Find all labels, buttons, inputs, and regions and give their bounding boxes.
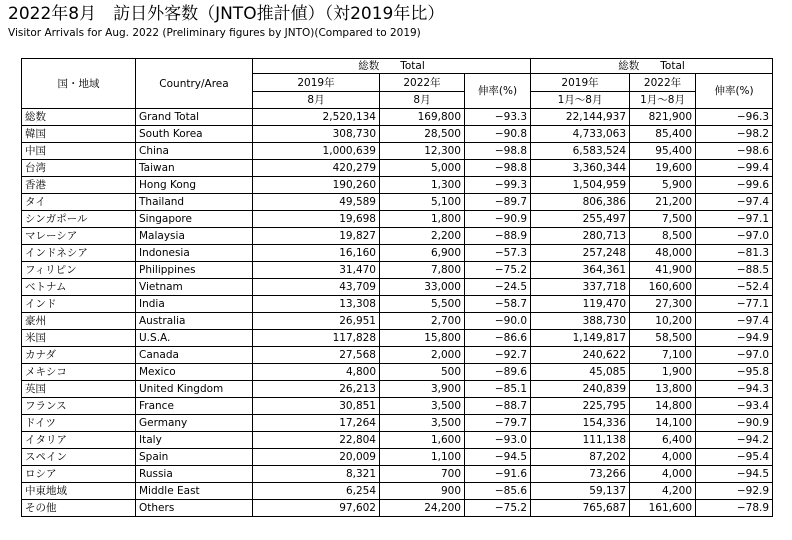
cell-region-jp: 中東地域 [22, 483, 136, 500]
cell-jan-aug-2022: 4,200 [630, 483, 696, 500]
header-2022-cumulative-sub: 1月～8月 [630, 92, 696, 109]
cell-aug-2022: 1,600 [380, 432, 465, 449]
cell-aug-2022: 2,000 [380, 347, 465, 364]
cell-jan-aug-2019: 1,149,817 [531, 330, 630, 347]
cell-jan-aug-growth: −93.4 [696, 398, 773, 415]
cell-jan-aug-2022: 13,800 [630, 381, 696, 398]
cell-region-jp: 香港 [22, 177, 136, 194]
cell-jan-aug-2019: 240,622 [531, 347, 630, 364]
cell-region-jp: イタリア [22, 432, 136, 449]
cell-aug-2019: 97,602 [253, 500, 380, 517]
cell-country-en: Canada [136, 347, 253, 364]
cell-aug-2019: 16,160 [253, 245, 380, 262]
header-growth-monthly: 伸率(%) [465, 74, 531, 109]
cell-aug-2022: 15,800 [380, 330, 465, 347]
cell-jan-aug-2019: 806,386 [531, 194, 630, 211]
cell-jan-aug-2022: 821,900 [630, 109, 696, 126]
cell-aug-growth: −90.9 [465, 211, 531, 228]
cell-aug-2019: 22,804 [253, 432, 380, 449]
cell-jan-aug-growth: −97.0 [696, 228, 773, 245]
cell-jan-aug-2019: 255,497 [531, 211, 630, 228]
cell-jan-aug-2022: 95,400 [630, 143, 696, 160]
cell-aug-growth: −86.6 [465, 330, 531, 347]
cell-aug-2022: 24,200 [380, 500, 465, 517]
cell-aug-2022: 6,900 [380, 245, 465, 262]
cell-jan-aug-2019: 73,266 [531, 466, 630, 483]
cell-jan-aug-2019: 364,361 [531, 262, 630, 279]
cell-country-en: China [136, 143, 253, 160]
table-row [22, 177, 773, 194]
cell-jan-aug-growth: −98.6 [696, 143, 773, 160]
table-row [22, 245, 773, 262]
cell-region-jp: タイ [22, 194, 136, 211]
cell-aug-2019: 4,800 [253, 364, 380, 381]
cell-aug-2019: 43,709 [253, 279, 380, 296]
cell-aug-2019: 6,254 [253, 483, 380, 500]
cell-region-jp: 台湾 [22, 160, 136, 177]
cell-jan-aug-2019: 45,085 [531, 364, 630, 381]
cell-jan-aug-2022: 4,000 [630, 449, 696, 466]
cell-jan-aug-growth: −99.6 [696, 177, 773, 194]
table-row [22, 500, 773, 517]
cell-jan-aug-2019: 388,730 [531, 313, 630, 330]
cell-country-en: Russia [136, 466, 253, 483]
cell-country-en: Others [136, 500, 253, 517]
cell-aug-2019: 31,470 [253, 262, 380, 279]
cell-country-en: Singapore [136, 211, 253, 228]
table-row [22, 398, 773, 415]
cell-region-jp: マレーシア [22, 228, 136, 245]
cell-country-en: South Korea [136, 126, 253, 143]
cell-aug-growth: −75.2 [465, 262, 531, 279]
cell-country-en: Grand Total [136, 109, 253, 126]
cell-aug-2019: 19,827 [253, 228, 380, 245]
cell-jan-aug-2022: 14,800 [630, 398, 696, 415]
table-row [22, 296, 773, 313]
cell-aug-2022: 1,300 [380, 177, 465, 194]
header-2022-august-sub: 8月 [380, 92, 465, 109]
cell-jan-aug-2019: 3,360,344 [531, 160, 630, 177]
cell-aug-growth: −91.6 [465, 466, 531, 483]
cell-aug-2019: 19,698 [253, 211, 380, 228]
cell-aug-growth: −99.3 [465, 177, 531, 194]
cell-jan-aug-2019: 111,138 [531, 432, 630, 449]
table-row [22, 262, 773, 279]
cell-aug-2022: 2,700 [380, 313, 465, 330]
cell-aug-2019: 27,568 [253, 347, 380, 364]
cell-aug-2019: 308,730 [253, 126, 380, 143]
cell-jan-aug-growth: −97.1 [696, 211, 773, 228]
cell-jan-aug-2022: 5,900 [630, 177, 696, 194]
cell-jan-aug-2019: 119,470 [531, 296, 630, 313]
cell-aug-growth: −24.5 [465, 279, 531, 296]
cell-aug-2019: 8,321 [253, 466, 380, 483]
cell-country-en: Thailand [136, 194, 253, 211]
cell-region-jp: ベトナム [22, 279, 136, 296]
cell-jan-aug-growth: −52.4 [696, 279, 773, 296]
table-row [22, 449, 773, 466]
cell-aug-growth: −75.2 [465, 500, 531, 517]
cell-jan-aug-2022: 7,100 [630, 347, 696, 364]
cell-aug-growth: −90.0 [465, 313, 531, 330]
page-subtitle: Visitor Arrivals for Aug. 2022 (Preliminary figures by JNTO)(Compared to 2019) [8, 27, 421, 39]
cell-aug-2022: 5,000 [380, 160, 465, 177]
table-row [22, 483, 773, 500]
cell-jan-aug-2022: 7,500 [630, 211, 696, 228]
cell-jan-aug-growth: −94.3 [696, 381, 773, 398]
cell-aug-growth: −57.3 [465, 245, 531, 262]
cell-region-jp: 中国 [22, 143, 136, 160]
cell-jan-aug-growth: −96.3 [696, 109, 773, 126]
cell-jan-aug-growth: −99.4 [696, 160, 773, 177]
cell-jan-aug-growth: −81.3 [696, 245, 773, 262]
cell-region-jp: カナダ [22, 347, 136, 364]
table-row [22, 330, 773, 347]
cell-jan-aug-2019: 240,839 [531, 381, 630, 398]
cell-jan-aug-2022: 10,200 [630, 313, 696, 330]
cell-jan-aug-2022: 1,900 [630, 364, 696, 381]
table-row [22, 466, 773, 483]
cell-region-jp: その他 [22, 500, 136, 517]
cell-jan-aug-growth: −90.9 [696, 415, 773, 432]
cell-country-en: Australia [136, 313, 253, 330]
cell-region-jp: ドイツ [22, 415, 136, 432]
table-row [22, 143, 773, 160]
cell-aug-2019: 17,264 [253, 415, 380, 432]
cell-jan-aug-growth: −95.4 [696, 449, 773, 466]
cell-aug-2019: 26,951 [253, 313, 380, 330]
cell-country-en: U.S.A. [136, 330, 253, 347]
cell-aug-2022: 5,500 [380, 296, 465, 313]
header-2019-august: 2019年 [253, 74, 380, 92]
cell-jan-aug-2019: 59,137 [531, 483, 630, 500]
cell-jan-aug-growth: −88.5 [696, 262, 773, 279]
cell-aug-2019: 190,260 [253, 177, 380, 194]
header-total-monthly: 総数 Total [253, 59, 531, 74]
table-row [22, 160, 773, 177]
cell-aug-2019: 26,213 [253, 381, 380, 398]
cell-region-jp: 韓国 [22, 126, 136, 143]
cell-aug-2022: 900 [380, 483, 465, 500]
cell-jan-aug-growth: −94.9 [696, 330, 773, 347]
cell-jan-aug-2019: 154,336 [531, 415, 630, 432]
cell-aug-2022: 28,500 [380, 126, 465, 143]
cell-region-jp: 米国 [22, 330, 136, 347]
cell-aug-growth: −79.7 [465, 415, 531, 432]
cell-country-en: Middle East [136, 483, 253, 500]
cell-aug-2022: 5,100 [380, 194, 465, 211]
cell-region-jp: フランス [22, 398, 136, 415]
cell-jan-aug-2019: 257,248 [531, 245, 630, 262]
cell-aug-growth: −89.7 [465, 194, 531, 211]
cell-jan-aug-2019: 280,713 [531, 228, 630, 245]
cell-aug-2019: 420,279 [253, 160, 380, 177]
cell-region-jp: 豪州 [22, 313, 136, 330]
cell-jan-aug-growth: −94.5 [696, 466, 773, 483]
cell-jan-aug-2022: 8,500 [630, 228, 696, 245]
cell-aug-2019: 1,000,639 [253, 143, 380, 160]
cell-jan-aug-2019: 765,687 [531, 500, 630, 517]
cell-aug-growth: −94.5 [465, 449, 531, 466]
page-title: 2022年8月 訪日外客数（JNTO推計値）（対2019年比） [8, 4, 445, 24]
cell-jan-aug-2022: 14,100 [630, 415, 696, 432]
cell-jan-aug-2019: 1,504,959 [531, 177, 630, 194]
cell-aug-2022: 33,000 [380, 279, 465, 296]
cell-aug-growth: −89.6 [465, 364, 531, 381]
header-2019-cumulative: 2019年 [531, 74, 630, 92]
cell-jan-aug-2019: 4,733,063 [531, 126, 630, 143]
cell-jan-aug-growth: −97.4 [696, 194, 773, 211]
cell-jan-aug-2019: 87,202 [531, 449, 630, 466]
table-row [22, 109, 773, 126]
cell-aug-2019: 49,589 [253, 194, 380, 211]
cell-region-jp: フィリピン [22, 262, 136, 279]
header-growth-cumulative: 伸率(%) [696, 74, 773, 109]
table-row [22, 347, 773, 364]
cell-country-en: Vietnam [136, 279, 253, 296]
cell-aug-2019: 117,828 [253, 330, 380, 347]
cell-region-jp: 英国 [22, 381, 136, 398]
cell-jan-aug-2022: 27,300 [630, 296, 696, 313]
header-2019-august-sub: 8月 [253, 92, 380, 109]
cell-jan-aug-2022: 21,200 [630, 194, 696, 211]
cell-country-en: United Kingdom [136, 381, 253, 398]
table-row [22, 228, 773, 245]
header-region-jp: 国・地域 [22, 59, 136, 109]
cell-country-en: Malaysia [136, 228, 253, 245]
cell-aug-growth: −98.8 [465, 143, 531, 160]
cell-aug-growth: −85.1 [465, 381, 531, 398]
cell-aug-growth: −93.0 [465, 432, 531, 449]
cell-jan-aug-2022: 48,000 [630, 245, 696, 262]
header-2022-cumulative: 2022年 [630, 74, 696, 92]
cell-aug-growth: −88.9 [465, 228, 531, 245]
cell-region-jp: メキシコ [22, 364, 136, 381]
cell-jan-aug-2022: 161,600 [630, 500, 696, 517]
cell-aug-2019: 30,851 [253, 398, 380, 415]
cell-country-en: Mexico [136, 364, 253, 381]
visitor-arrivals-table [21, 58, 773, 517]
cell-aug-2022: 3,500 [380, 415, 465, 432]
cell-country-en: Philippines [136, 262, 253, 279]
cell-region-jp: 総数 [22, 109, 136, 126]
cell-country-en: Spain [136, 449, 253, 466]
cell-aug-2019: 2,520,134 [253, 109, 380, 126]
cell-jan-aug-growth: −78.9 [696, 500, 773, 517]
cell-aug-growth: −88.7 [465, 398, 531, 415]
table-row [22, 364, 773, 381]
cell-jan-aug-2019: 337,718 [531, 279, 630, 296]
table-row [22, 432, 773, 449]
table-row [22, 126, 773, 143]
cell-jan-aug-2019: 225,795 [531, 398, 630, 415]
table-row [22, 313, 773, 330]
table-row [22, 194, 773, 211]
cell-aug-2022: 2,200 [380, 228, 465, 245]
cell-aug-growth: −90.8 [465, 126, 531, 143]
cell-jan-aug-growth: −92.9 [696, 483, 773, 500]
cell-aug-growth: −85.6 [465, 483, 531, 500]
cell-region-jp: スペイン [22, 449, 136, 466]
header-2022-august: 2022年 [380, 74, 465, 92]
header-total-cumulative: 総数 Total [531, 59, 773, 74]
cell-jan-aug-2019: 22,144,937 [531, 109, 630, 126]
cell-region-jp: シンガポール [22, 211, 136, 228]
table-row [22, 211, 773, 228]
cell-aug-growth: −98.8 [465, 160, 531, 177]
cell-aug-2022: 12,300 [380, 143, 465, 160]
cell-jan-aug-growth: −95.8 [696, 364, 773, 381]
cell-jan-aug-growth: −97.0 [696, 347, 773, 364]
cell-aug-2022: 1,800 [380, 211, 465, 228]
header-country-en: Country/Area [136, 59, 253, 109]
cell-country-en: Taiwan [136, 160, 253, 177]
cell-jan-aug-growth: −94.2 [696, 432, 773, 449]
cell-aug-growth: −93.3 [465, 109, 531, 126]
table-row [22, 415, 773, 432]
cell-aug-2022: 3,500 [380, 398, 465, 415]
cell-aug-2022: 1,100 [380, 449, 465, 466]
cell-region-jp: インド [22, 296, 136, 313]
cell-country-en: Indonesia [136, 245, 253, 262]
cell-region-jp: インドネシア [22, 245, 136, 262]
cell-jan-aug-2022: 41,900 [630, 262, 696, 279]
cell-aug-2022: 700 [380, 466, 465, 483]
cell-country-en: Germany [136, 415, 253, 432]
table-header [22, 59, 773, 109]
cell-aug-2022: 500 [380, 364, 465, 381]
cell-country-en: Italy [136, 432, 253, 449]
cell-jan-aug-2022: 85,400 [630, 126, 696, 143]
cell-jan-aug-2022: 19,600 [630, 160, 696, 177]
cell-region-jp: ロシア [22, 466, 136, 483]
cell-jan-aug-growth: −77.1 [696, 296, 773, 313]
cell-aug-2019: 13,308 [253, 296, 380, 313]
table-row [22, 279, 773, 296]
cell-jan-aug-growth: −98.2 [696, 126, 773, 143]
cell-aug-2022: 7,800 [380, 262, 465, 279]
cell-jan-aug-growth: −97.4 [696, 313, 773, 330]
cell-aug-2019: 20,009 [253, 449, 380, 466]
cell-aug-growth: −92.7 [465, 347, 531, 364]
cell-country-en: Hong Kong [136, 177, 253, 194]
cell-jan-aug-2022: 4,000 [630, 466, 696, 483]
cell-jan-aug-2019: 6,583,524 [531, 143, 630, 160]
table-row [22, 381, 773, 398]
cell-country-en: France [136, 398, 253, 415]
cell-country-en: India [136, 296, 253, 313]
cell-aug-2022: 3,900 [380, 381, 465, 398]
table-body [22, 109, 773, 517]
header-2019-cumulative-sub: 1月～8月 [531, 92, 630, 109]
cell-jan-aug-2022: 6,400 [630, 432, 696, 449]
cell-jan-aug-2022: 58,500 [630, 330, 696, 347]
cell-jan-aug-2022: 160,600 [630, 279, 696, 296]
cell-aug-growth: −58.7 [465, 296, 531, 313]
cell-aug-2022: 169,800 [380, 109, 465, 126]
